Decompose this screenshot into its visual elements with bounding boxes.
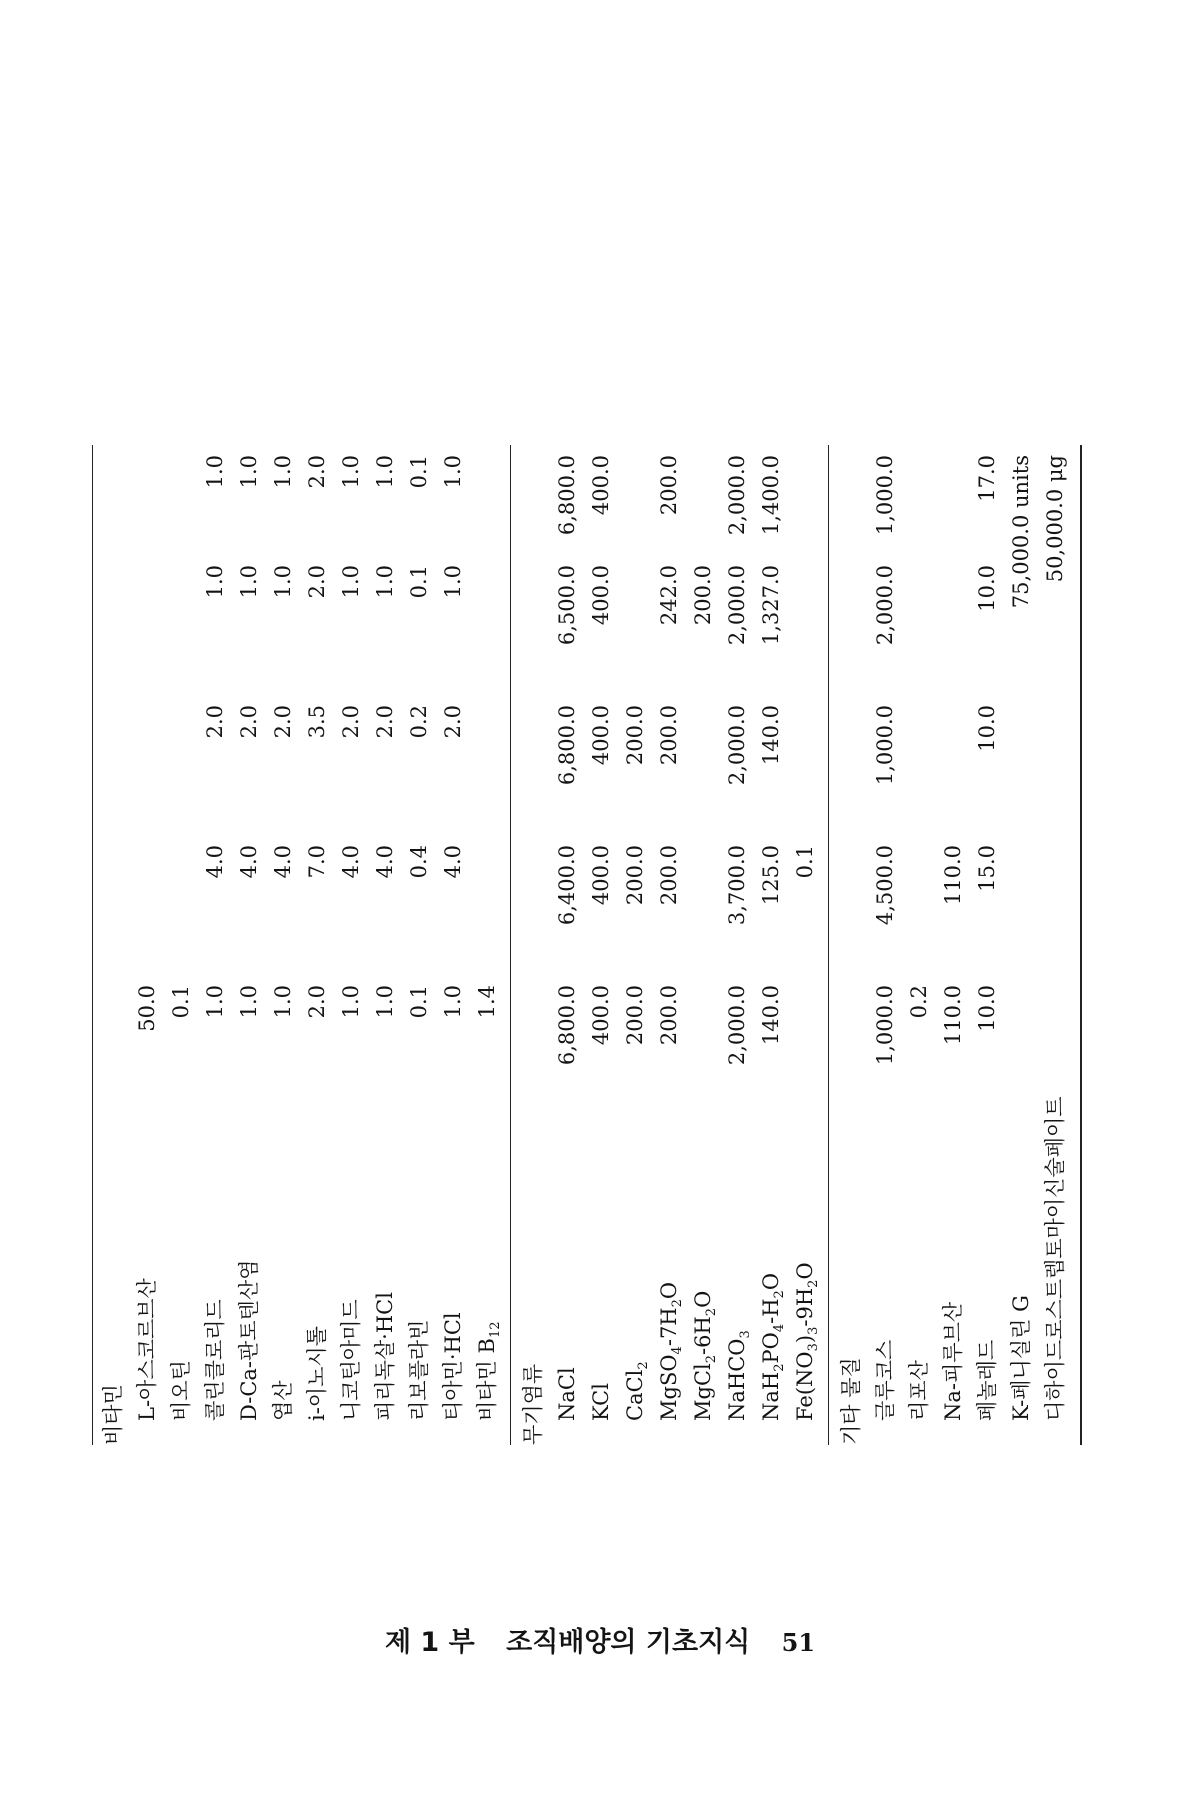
concentration-cell: 0.4 bbox=[407, 845, 431, 879]
table-row bbox=[652, 445, 686, 1445]
table-rule bbox=[828, 445, 829, 1445]
component-name: D-Ca-판토텐산염 bbox=[237, 1259, 261, 1421]
concentration-cell: 2,000.0 bbox=[725, 455, 749, 536]
table-rule bbox=[510, 445, 511, 1445]
component-name: 페놀레드 bbox=[975, 1339, 999, 1421]
concentration-cell: 1.0 bbox=[237, 985, 261, 1019]
component-name: $MgSO_4-7H_2O$ bbox=[657, 1281, 686, 1421]
concentration-cell: 1.0 bbox=[271, 455, 295, 489]
concentration-cell: 6,800.0 bbox=[555, 455, 579, 536]
concentration-cell: 1,400.0 bbox=[759, 455, 783, 536]
concentration-cell: 200.0 bbox=[657, 705, 681, 766]
concentration-cell: 1.0 bbox=[441, 455, 465, 489]
table-row bbox=[720, 445, 754, 1445]
concentration-cell: 1.0 bbox=[373, 985, 397, 1019]
concentration-cell: 1.0 bbox=[237, 455, 261, 489]
concentration-cell: 1.0 bbox=[271, 565, 295, 599]
medium-composition-table bbox=[90, 445, 1080, 1445]
concentration-cell: 17.0 bbox=[975, 455, 999, 502]
concentration-cell: 10.0 bbox=[975, 705, 999, 752]
concentration-cell: 2.0 bbox=[271, 705, 295, 739]
concentration-cell: 1.0 bbox=[271, 985, 295, 1019]
concentration-cell: 10.0 bbox=[975, 565, 999, 612]
concentration-cell: 0.1 bbox=[407, 565, 431, 599]
concentration-cell: 1.0 bbox=[373, 455, 397, 489]
concentration-cell: 1.0 bbox=[203, 455, 227, 489]
table-row bbox=[402, 445, 436, 1445]
concentration-cell: 1.0 bbox=[203, 985, 227, 1019]
concentration-cell: 1.0 bbox=[339, 565, 363, 599]
table-row bbox=[198, 445, 232, 1445]
concentration-cell: 4.0 bbox=[271, 845, 295, 879]
concentration-cell: 1.0 bbox=[441, 985, 465, 1019]
table-row bbox=[618, 445, 652, 1445]
footer-part: 제 1 부 bbox=[384, 1627, 475, 1658]
table-row bbox=[584, 445, 618, 1445]
concentration-cell: 200.0 bbox=[691, 565, 715, 626]
component-name: 디하이드로스트렙토마이신술페이트 bbox=[1043, 1096, 1067, 1421]
concentration-cell: 2.0 bbox=[203, 705, 227, 739]
concentration-cell: 2,000.0 bbox=[873, 565, 897, 646]
concentration-cell: 2.0 bbox=[305, 565, 329, 599]
concentration-cell: 50.0 bbox=[135, 985, 159, 1032]
concentration-cell: 2.0 bbox=[305, 985, 329, 1019]
table-row bbox=[936, 445, 970, 1445]
concentration-cell: 2.0 bbox=[237, 705, 261, 739]
table-row bbox=[266, 445, 300, 1445]
section-heading bbox=[834, 445, 868, 1445]
component-name: KCl bbox=[589, 1383, 613, 1421]
component-name: NaHCO$_3$ bbox=[725, 1330, 754, 1421]
concentration-cell: 4.0 bbox=[203, 845, 227, 879]
page-footer bbox=[0, 1620, 1200, 1659]
section-heading-label: 기타 물질 bbox=[839, 1357, 863, 1445]
table-rule bbox=[1080, 445, 1082, 1445]
concentration-cell: 200.0 bbox=[623, 705, 647, 766]
concentration-cell: 6,500.0 bbox=[555, 565, 579, 646]
component-name: CaCl$_2$ bbox=[623, 1361, 652, 1421]
table-row bbox=[436, 445, 470, 1445]
section-heading bbox=[516, 445, 550, 1445]
table-row bbox=[232, 445, 266, 1445]
table-row bbox=[334, 445, 368, 1445]
concentration-cell: 1.0 bbox=[373, 565, 397, 599]
footer-title: 조직배양의 기초지식 bbox=[506, 1627, 751, 1658]
concentration-cell: 125.0 bbox=[759, 845, 783, 906]
concentration-cell: 4.0 bbox=[373, 845, 397, 879]
concentration-cell: 400.0 bbox=[589, 565, 613, 626]
concentration-cell: 110.0 bbox=[941, 985, 965, 1046]
concentration-cell: 4,500.0 bbox=[873, 845, 897, 926]
table-row bbox=[368, 445, 402, 1445]
concentration-cell: 200.0 bbox=[657, 455, 681, 516]
concentration-cell: 1.0 bbox=[339, 985, 363, 1019]
concentration-cell: 1,327.0 bbox=[759, 565, 783, 646]
concentration-cell: 2,000.0 bbox=[725, 985, 749, 1066]
concentration-cell: 2.0 bbox=[305, 455, 329, 489]
table-row bbox=[754, 445, 788, 1445]
table-row bbox=[470, 445, 504, 1445]
table-row bbox=[970, 445, 1004, 1445]
concentration-cell: 1,000.0 bbox=[873, 705, 897, 786]
concentration-cell: 0.2 bbox=[907, 985, 931, 1019]
component-name: 피리독살·HCl bbox=[373, 1292, 397, 1421]
concentration-cell: 200.0 bbox=[623, 845, 647, 906]
concentration-cell: 1.0 bbox=[441, 565, 465, 599]
concentration-cell: 242.0 bbox=[657, 565, 681, 626]
component-name: $MgCl_2-6H_2O$ bbox=[691, 1290, 720, 1421]
component-name: 니코틴아미드 bbox=[339, 1299, 363, 1421]
concentration-cell: 2,000.0 bbox=[725, 565, 749, 646]
component-name: K-페니실린 G bbox=[1009, 1295, 1033, 1421]
concentration-cell: 1,000.0 bbox=[873, 985, 897, 1066]
component-name: 콜린클로리드 bbox=[203, 1299, 227, 1421]
concentration-cell: 200.0 bbox=[657, 845, 681, 906]
concentration-cell: 3,700.0 bbox=[725, 845, 749, 926]
table-row bbox=[1038, 445, 1072, 1445]
concentration-cell: 0.2 bbox=[407, 705, 431, 739]
table-row bbox=[1004, 445, 1038, 1445]
table-row bbox=[868, 445, 902, 1445]
table-row bbox=[686, 445, 720, 1445]
component-name: i-이노시톨 bbox=[305, 1326, 329, 1421]
component-name: 엽산 bbox=[271, 1380, 295, 1421]
concentration-cell: 3.5 bbox=[305, 705, 329, 739]
concentration-cell: 200.0 bbox=[623, 985, 647, 1046]
component-name: $Fe(NO_3)_3-9H_2O$ bbox=[793, 1262, 822, 1421]
concentration-cell: 200.0 bbox=[657, 985, 681, 1046]
concentration-cell: 1.0 bbox=[339, 455, 363, 489]
table-row bbox=[130, 445, 164, 1445]
concentration-cell: 0.1 bbox=[793, 845, 817, 879]
concentration-cell: 2.0 bbox=[441, 705, 465, 739]
concentration-cell: 400.0 bbox=[589, 705, 613, 766]
component-name: $NaH_2PO_4-H_2O$ bbox=[759, 1272, 788, 1421]
concentration-cell: 0.1 bbox=[407, 455, 431, 489]
component-name: 티아민·HCl bbox=[441, 1312, 465, 1421]
concentration-cell: 140.0 bbox=[759, 705, 783, 766]
concentration-cell: 0.1 bbox=[169, 985, 193, 1019]
component-name: 글루코스 bbox=[873, 1339, 897, 1421]
concentration-cell: 10.0 bbox=[975, 985, 999, 1032]
concentration-cell: 6,800.0 bbox=[555, 985, 579, 1066]
component-name: L-아스코르브산 bbox=[135, 1278, 159, 1421]
table-row bbox=[300, 445, 334, 1445]
concentration-cell: 400.0 bbox=[589, 845, 613, 906]
concentration-cell: 400.0 bbox=[589, 985, 613, 1046]
concentration-cell: 15.0 bbox=[975, 845, 999, 892]
component-name: 리보플라빈 bbox=[407, 1319, 431, 1421]
concentration-cell: 2.0 bbox=[373, 705, 397, 739]
page-number: 51 bbox=[781, 1628, 816, 1657]
section-heading bbox=[96, 445, 130, 1445]
concentration-cell: 110.0 bbox=[941, 845, 965, 906]
component-name: NaCl bbox=[555, 1367, 579, 1421]
component-name: 비오틴 bbox=[169, 1360, 193, 1421]
concentration-cell: 4.0 bbox=[237, 845, 261, 879]
concentration-cell: 0.1 bbox=[407, 985, 431, 1019]
table-rule bbox=[92, 445, 93, 1445]
concentration-cell: 1.0 bbox=[203, 565, 227, 599]
concentration-cell: 75,000.0 units bbox=[1009, 455, 1033, 609]
concentration-cell: 140.0 bbox=[759, 985, 783, 1046]
concentration-cell: 1.0 bbox=[237, 565, 261, 599]
concentration-cell: 1.4 bbox=[475, 985, 499, 1019]
concentration-cell: 2,000.0 bbox=[725, 705, 749, 786]
section-heading-label: 무기염류 bbox=[521, 1363, 545, 1445]
table-row bbox=[164, 445, 198, 1445]
section-heading-label: 비타민 bbox=[101, 1384, 125, 1445]
concentration-cell: 4.0 bbox=[339, 845, 363, 879]
concentration-cell: 4.0 bbox=[441, 845, 465, 879]
table-row bbox=[788, 445, 822, 1445]
table-row bbox=[550, 445, 584, 1445]
concentration-cell: 2.0 bbox=[339, 705, 363, 739]
concentration-cell: 50,000.0 μg bbox=[1043, 455, 1067, 583]
concentration-cell: 6,800.0 bbox=[555, 705, 579, 786]
concentration-cell: 1,000.0 bbox=[873, 455, 897, 536]
concentration-cell: 7.0 bbox=[305, 845, 329, 879]
component-name: 비타민 $B_{12}$ bbox=[475, 1321, 504, 1421]
concentration-cell: 6,400.0 bbox=[555, 845, 579, 926]
component-name: 리포산 bbox=[907, 1360, 931, 1421]
concentration-cell: 400.0 bbox=[589, 455, 613, 516]
table-row bbox=[902, 445, 936, 1445]
component-name: Na-피루브산 bbox=[941, 1301, 965, 1421]
